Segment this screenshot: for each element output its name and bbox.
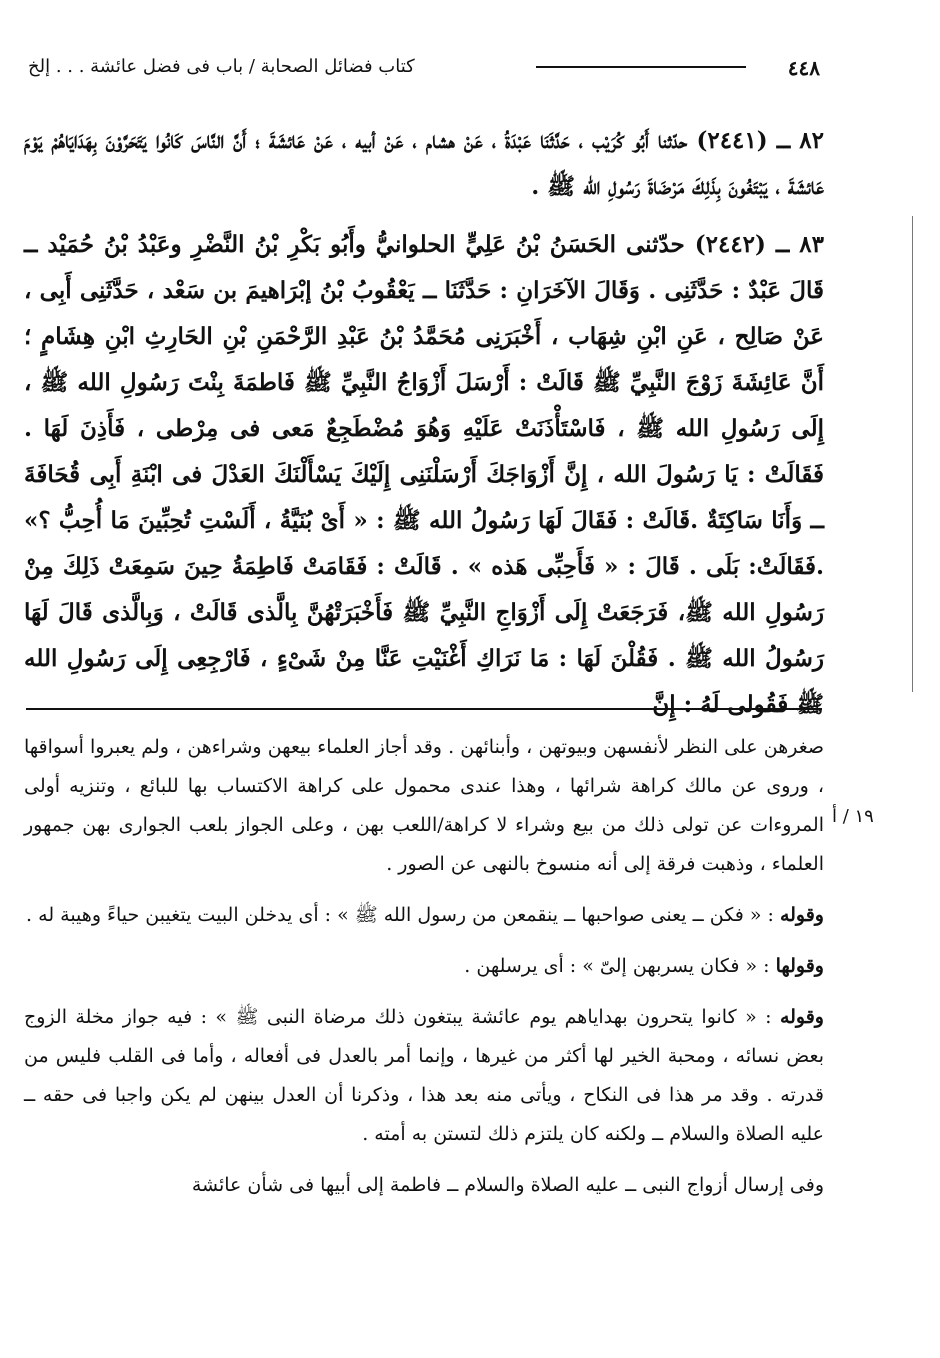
commentary-paragraph [24,728,824,884]
manuscript-folio-marker: ١٩ / أ [832,806,874,827]
commentary-body: : « كانوا يتحرون بهداياهم يوم عائشة يبتغون ذلك مرضاة النبى ﷺ » : فيه جواز مخلة الزوج بعض نسائه ، ومحبة الخير لها أكثر من غيرها ، وإنما أمر بالعدل فى أفعاله ، وأما فى القلب فليس من قدرته . وقد مر هذا فى النكاح ، ويأتى منه بعد هذا ، وذكرنا أن العدل بينهن لم يكن واجبا فى حقه ــ عليه الصلاة والسلام ــ ولكنه كان يلتزم ذلك لتستن به أمته . [24,1006,824,1145]
commentary-paragraph [24,1166,824,1205]
commentary-body: : « فكن ــ يعنى صواحبها ــ ينقمعن من رسول الله ﷺ » : أى يدخلن البيت يتغيبن حياءً وهيبة له . [26,904,780,926]
hadith-83: ٨٣ ــ (٢٤٤٢) حدّثنى الحَسَنُ بْنُ عَلِيٍّ الحلوانيُّ وأَبُو بَكْرِ بْنُ النَّضْرِ وعَبْدُ بْنُ حُمَيْد ــ قَالَ عَبْدٌ : حَدَّثَنِى . وَقَالَ الآخَرَانِ : حَدَّثَنَا ــ يَعْقُوبُ بْنُ إبْرَاهيمَ بن سَعْد ، حَدَّثَنِى أَبِى ، عَنْ صَالِح ، عَنِ ابْنِ شِهَاب ، أَخْبَرَنِى مُحَمَّدُ بْنُ عَبْدِ الرَّحْمَنِ بْنِ الحَارِثِ ابْنِ هِشَامٍ ؛ أَنَّ عَائِشَةَ زَوْجَ النَّبِيِّ ﷺ قَالَتْ : أَرْسَلَ أَزْوَاجُ النَّبِيِّ ﷺ فَاطمَةَ بِنْتَ رَسُولِ الله ﷺ ، إِلَى رَسُولِ الله ﷺ ، فَاسْتَأْذَنَتْ عَلَيْهِ وَهُوَ مُضْطَجِعٌ مَعى فى مِرْطى ، فَأَذِنَ لَهَا . فَقَالَتْ : يَا رَسُولَ الله ، إِنَّ أَزْوَاجَكَ أَرْسَلْنَنِى إِلَيْكَ يَسْأَلْنَكَ العَدْلَ فى ابْنَةِ أَبِى قُحَافَةَ ــ وَأَنَا سَاكِتَةٌ .قَالَتْ : فَقَالَ لَهَا رَسُولُ الله ﷺ : « أَىْ بُنَيَّةُ ، أَلَسْتِ تُحِبِّينَ مَا أُحِبُّ ؟» .فَقَالَتْ: بَلَى . قَالَ : « فَأَحِبِّى هَذه » . قَالَتْ : فَقَامَتْ فَاطِمَةُ حِينَ سَمِعَتْ ذَلِكَ مِنْ رَسُولِ الله ﷺ، فَرَجَعَتْ إِلَى أَزْوَاجِ النَّبِيِّ ﷺ فَأَخْبَرَتْهُنَّ بِالَّذى قَالَتْ ، وَبِالَّذى قَالَ لَهَا رَسُولُ الله ﷺ . فَقُلْنَ لَهَا : مَا نَرَاكِ أَغْنَيْتِ عَنَّا مِنْ شَىْءٍ ، فَارْجِعِى إِلَى رَسُولِ الله ﷺ فَقُولى لَهُ : إِنَّ [24,231,825,718]
commentary-paragraph [24,947,824,986]
hadith-text [24,118,824,740]
commentary-body: : « فكان يسربهن إلىّ » : أى يرسلهن . [464,955,776,977]
commentary-keyword: وقوله [779,904,824,926]
page-header [20,52,820,86]
commentary-body: وفى إرسال أزواج النبى ــ عليه الصلاة والسلام ــ فاطمة إلى أبيها فى شأن عائشة [191,1174,824,1196]
page-number: ٤٤٨ [787,56,820,80]
commentary-keyword: وقولها [775,955,824,977]
running-title: كتاب فضائل الصحابة / باب فى فضل عائشة . . . إلخ [28,56,415,77]
header-rule [536,66,746,68]
commentary [24,728,824,1217]
hadith-82: ٨٢ ــ (٢٤٤١) حدّثنا أَبُو كُرَيْب ، حَدَّثَنَا عَبْدَةُ ، عَنْ هشام ، عَنْ أبيه ، عَنْ عَائشَةَ ؛ أَنَّ النَّاسَ كَانُوا يَتَحَرَّوْنَ بِهَدَايَاهُمْ يَوْمَ عَائشَةَ ، يَبْتَغُونَ بِذَلِكَ مَرْضَاةَ رَسُولِ الله ﷺ . [24,127,824,200]
footnote-divider [26,708,822,710]
margin-bar [912,216,913,692]
commentary-keyword: وقوله [779,1006,824,1028]
commentary-paragraph [24,896,824,935]
commentary-paragraph [24,998,824,1154]
commentary-body: صغرهن على النظر لأنفسهن وبيوتهن ، وأبنائهن . وقد أجاز العلماء بيعهن وشراءهن ، ولم يعبروا أسواقها ، وروى عن مالك كراهة شرائها ، وهذا عندى محمول على كراهة الاكتساب بها للبائع ، وتنزيه أولى المروءات عن تولى ذلك من بيع وشراء لا كراهة/اللعب بهن ، وعلى الجواز بلعب الجوارى بهن جمهور العلماء ، وذهبت فرقة إلى أنه منسوخ بالنهى عن الصور . [24,736,824,875]
